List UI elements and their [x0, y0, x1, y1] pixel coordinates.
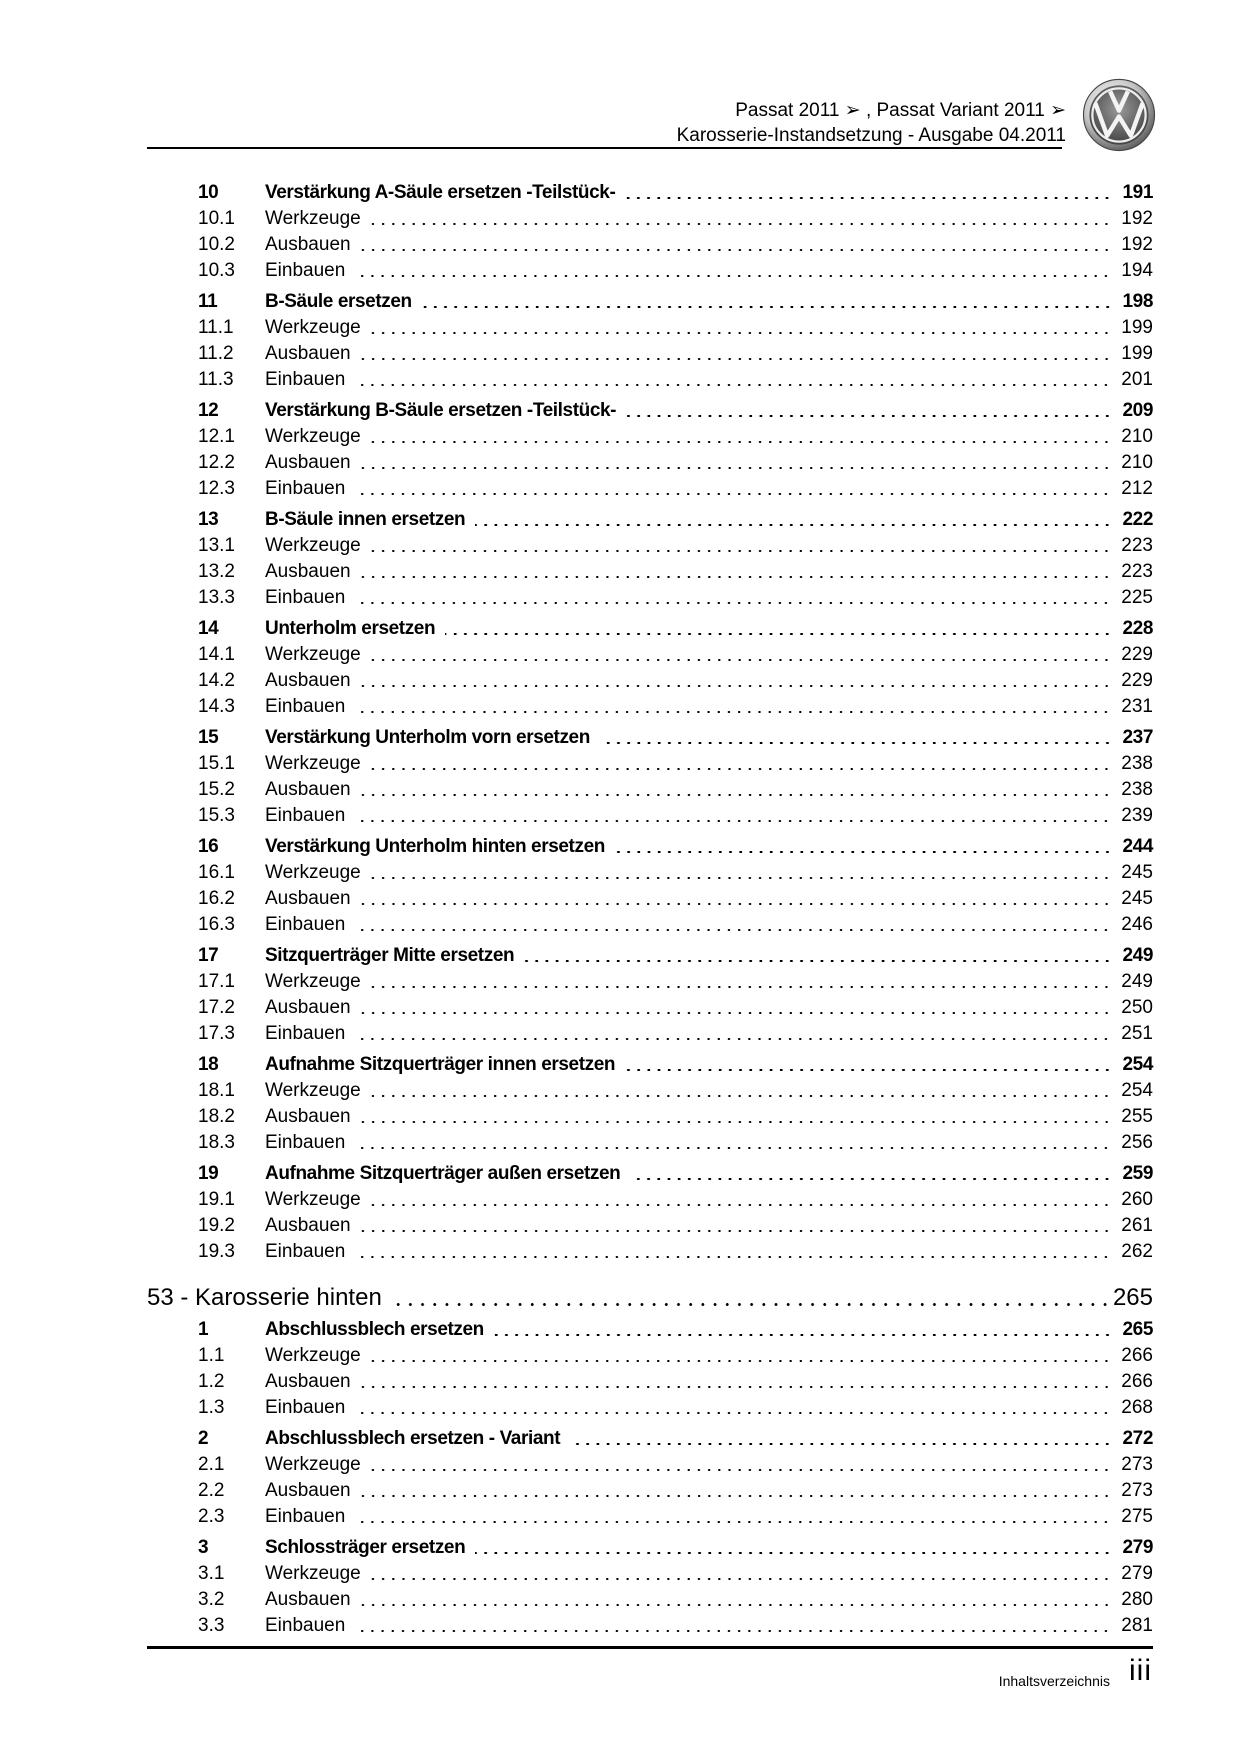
toc-dot-leader	[494, 1318, 1113, 1342]
toc-dot-leader	[371, 207, 1112, 231]
toc-entry-number: 15.3	[198, 805, 235, 826]
toc-subsection-entry[interactable]	[198, 1370, 1153, 1394]
toc-entry-number: 3.1	[198, 1563, 225, 1584]
toc-entry-title[interactable]: Werkzeuge	[265, 317, 361, 338]
toc-entry-page[interactable]: 268	[1121, 1397, 1153, 1418]
toc-section-entry[interactable]	[198, 1318, 1153, 1342]
toc-entry-title[interactable]: Einbauen	[265, 914, 346, 935]
toc-entry-number: 14	[198, 618, 219, 639]
toc-subsection-entry[interactable]	[198, 560, 1153, 584]
toc-subsection-entry[interactable]	[198, 1453, 1153, 1477]
toc-dot-leader	[361, 996, 1112, 1020]
toc-entry-number: 2	[198, 1428, 209, 1449]
toc-entry-number: 12.1	[198, 426, 235, 447]
toc-dot-leader	[361, 1214, 1112, 1238]
toc-dot-leader	[371, 1344, 1112, 1368]
toc-entry-title[interactable]: Werkzeuge	[265, 753, 361, 774]
toc-subsection-entry[interactable]	[198, 233, 1153, 257]
toc-entry-number: 10.1	[198, 208, 235, 229]
toc-entry-title[interactable]: Werkzeuge	[265, 1189, 361, 1210]
toc-dot-leader	[371, 970, 1112, 994]
toc-subsection-entry[interactable]	[198, 970, 1153, 994]
toc-dot-leader	[361, 560, 1112, 584]
toc-entry-number: 17.1	[198, 971, 235, 992]
toc-entry-page[interactable]: 255	[1121, 1106, 1153, 1127]
toc-entry-page[interactable]: 210	[1121, 426, 1153, 447]
toc-entry-number: 12.3	[198, 478, 235, 499]
toc-subsection-entry[interactable]	[198, 861, 1153, 885]
toc-entry-page[interactable]: 280	[1121, 1589, 1153, 1610]
toc-dot-leader	[355, 1505, 1111, 1529]
toc-entry-page[interactable]: 279	[1121, 1563, 1153, 1584]
toc-entry-title[interactable]: Abschlussblech ersetzen - Variant	[265, 1428, 561, 1449]
toc-entry-page[interactable]: 251	[1121, 1023, 1153, 1044]
toc-entry-page[interactable]: 250	[1121, 997, 1153, 1018]
toc-entry-page[interactable]: 231	[1121, 696, 1153, 717]
toc-dot-leader	[475, 508, 1112, 532]
toc-entry-page[interactable]: 223	[1121, 561, 1153, 582]
toc-entry-number: 16.1	[198, 862, 235, 883]
toc-dot-leader	[570, 1427, 1112, 1451]
toc-entry-number: 18.1	[198, 1080, 235, 1101]
toc-entry-title[interactable]: Einbauen	[265, 1241, 346, 1262]
toc-dot-leader	[524, 944, 1112, 968]
toc-entry-number: 17	[198, 945, 219, 966]
toc-section-entry[interactable]	[198, 835, 1153, 859]
toc-entry-page[interactable]: 249	[1122, 945, 1153, 966]
toc-entry-number: 10.2	[198, 234, 235, 255]
toc-entry-title[interactable]: Werkzeuge	[265, 535, 361, 556]
toc-entry-number: 10.3	[198, 260, 235, 281]
footer-section-label: Inhaltsverzeichnis	[998, 1673, 1110, 1689]
toc-entry-page[interactable]: 261	[1121, 1215, 1153, 1236]
toc-subsection-entry[interactable]	[198, 778, 1153, 802]
toc-dot-leader	[371, 1453, 1112, 1477]
toc-entry-number: 3.3	[198, 1615, 225, 1636]
toc-entry-title[interactable]: Ausbauen	[265, 1589, 351, 1610]
toc-entry-number: 16	[198, 836, 219, 857]
toc-entry-page[interactable]: 192	[1121, 234, 1153, 255]
toc-entry-title[interactable]: Ausbauen	[265, 779, 351, 800]
toc-entry-page[interactable]: 210	[1121, 452, 1153, 473]
toc-entry-page[interactable]: 222	[1122, 509, 1153, 530]
toc-entry-page[interactable]: 199	[1121, 317, 1153, 338]
toc-dot-leader	[361, 451, 1112, 475]
toc-entry-page[interactable]: 192	[1121, 208, 1153, 229]
toc-dot-leader	[626, 399, 1112, 423]
toc-dot-leader	[355, 586, 1111, 610]
toc-entry-number: 10	[198, 182, 219, 203]
toc-dot-leader	[371, 1562, 1112, 1586]
toc-entry-page[interactable]: 223	[1121, 535, 1153, 556]
toc-dot-leader	[355, 368, 1111, 392]
toc-chapter-entry[interactable]	[147, 1283, 1153, 1313]
toc-dot-leader	[361, 1370, 1112, 1394]
toc-entry-title[interactable]: Werkzeuge	[265, 1454, 361, 1475]
toc-dot-leader	[615, 835, 1113, 859]
toc-dot-leader	[475, 1536, 1112, 1560]
toc-chapter-title[interactable]: 53 - Karosserie hinten	[147, 1284, 382, 1311]
toc-entry-page[interactable]: 199	[1121, 343, 1153, 364]
toc-dot-leader	[355, 804, 1111, 828]
toc-subsection-entry[interactable]	[198, 695, 1153, 719]
toc-dot-leader	[371, 1188, 1112, 1212]
toc-entry-page[interactable]: 245	[1121, 862, 1153, 883]
toc-entry-title[interactable]: Ausbauen	[265, 670, 351, 691]
toc-entry-title[interactable]: Einbauen	[265, 260, 346, 281]
toc-entry-page[interactable]: 281	[1121, 1615, 1153, 1636]
toc-dot-leader	[355, 259, 1111, 283]
toc-subsection-entry[interactable]	[198, 259, 1153, 283]
toc-entry-page[interactable]: 254	[1121, 1080, 1153, 1101]
toc-dot-leader	[371, 752, 1112, 776]
toc-subsection-entry[interactable]	[198, 1396, 1153, 1420]
toc-subsection-entry[interactable]	[198, 342, 1153, 366]
toc-entry-title[interactable]: Werkzeuge	[265, 862, 361, 883]
toc-entry-title[interactable]: Ausbauen	[265, 888, 351, 909]
toc-entry-number: 15.2	[198, 779, 235, 800]
toc-subsection-entry[interactable]	[198, 1588, 1153, 1612]
toc-dot-leader	[361, 669, 1112, 693]
footer-page-number: iii	[1129, 1654, 1152, 1687]
toc-dot-leader	[361, 233, 1112, 257]
toc-entry-title[interactable]: Ausbauen	[265, 452, 351, 473]
toc-dot-leader	[371, 534, 1112, 558]
toc-entry-page[interactable]: 238	[1121, 779, 1153, 800]
toc-dot-leader	[371, 861, 1112, 885]
toc-dot-leader	[625, 1053, 1112, 1077]
toc-entry-title[interactable]: Ausbauen	[265, 997, 351, 1018]
toc-subsection-entry[interactable]	[198, 1105, 1153, 1129]
toc-subsection-entry[interactable]	[198, 752, 1153, 776]
toc-entry-page[interactable]: 201	[1121, 369, 1153, 390]
toc-entry-title[interactable]: Werkzeuge	[265, 208, 361, 229]
toc-subsection-entry[interactable]	[198, 1022, 1153, 1046]
toc-entry-title[interactable]: Einbauen	[265, 587, 346, 608]
toc-subsection-entry[interactable]	[198, 1614, 1153, 1638]
toc-entry-title[interactable]: Ausbauen	[265, 1480, 351, 1501]
toc-entry-title[interactable]: Einbauen	[265, 1023, 346, 1044]
toc-dot-leader	[355, 1022, 1111, 1046]
toc-entry-number: 16.2	[198, 888, 235, 909]
toc-dot-leader	[371, 425, 1112, 449]
toc-dot-leader	[355, 1240, 1111, 1264]
toc-entry-number: 3	[198, 1537, 209, 1558]
toc-subsection-entry[interactable]	[198, 887, 1153, 911]
toc-entry-title[interactable]: Aufnahme Sitzquerträger außen ersetzen	[265, 1163, 621, 1184]
toc-section-entry[interactable]	[198, 290, 1153, 314]
toc-dot-leader	[355, 1131, 1111, 1155]
toc-entry-page[interactable]: 238	[1121, 753, 1153, 774]
toc-entry-title[interactable]: Werkzeuge	[265, 1563, 361, 1584]
toc-subsection-entry[interactable]	[198, 477, 1153, 501]
toc-dot-leader	[371, 316, 1112, 340]
toc-entry-title[interactable]: Einbauen	[265, 805, 346, 826]
toc-entry-page[interactable]: 209	[1122, 400, 1153, 421]
toc-section-entry[interactable]	[198, 1536, 1153, 1560]
toc-entry-page[interactable]: 246	[1121, 914, 1153, 935]
toc-entry-page[interactable]: 273	[1121, 1454, 1153, 1475]
toc-entry-page[interactable]: 228	[1122, 618, 1153, 639]
toc-dot-leader	[355, 477, 1111, 501]
toc-entry-title[interactable]: Ausbauen	[265, 561, 351, 582]
toc-entry-number: 1.1	[198, 1345, 225, 1366]
toc-dot-leader	[361, 1479, 1112, 1503]
toc-entry-number: 2.1	[198, 1454, 225, 1475]
toc-entry-page[interactable]: 262	[1121, 1241, 1153, 1262]
toc-entry-page[interactable]: 279	[1122, 1537, 1153, 1558]
toc-section-entry[interactable]	[198, 1427, 1153, 1451]
toc-entry-title[interactable]: Verstärkung Unterholm vorn ersetzen	[265, 727, 590, 748]
toc-entry-number: 13.1	[198, 535, 235, 556]
toc-dot-leader	[445, 617, 1112, 641]
toc-entry-number: 1.3	[198, 1397, 225, 1418]
toc-subsection-entry[interactable]	[198, 804, 1153, 828]
toc-entry-number: 2.2	[198, 1480, 225, 1501]
toc-entry-title[interactable]: Einbauen	[265, 478, 346, 499]
toc-entry-title[interactable]: Werkzeuge	[265, 1345, 361, 1366]
toc-entry-title[interactable]: Einbauen	[265, 369, 346, 390]
toc-subsection-entry[interactable]	[198, 1188, 1153, 1212]
toc-entry-title[interactable]: Ausbauen	[265, 1106, 351, 1127]
toc-entry-page[interactable]: 237	[1122, 727, 1153, 748]
toc-entry-page[interactable]: 249	[1121, 971, 1153, 992]
toc-subsection-entry[interactable]	[198, 425, 1153, 449]
toc-subsection-entry[interactable]	[198, 669, 1153, 693]
toc-entry-page[interactable]: 229	[1121, 670, 1153, 691]
toc-subsection-entry[interactable]	[198, 1240, 1153, 1264]
header-manual-title: Karosserie-Instandsetzung - Ausgabe 04.2011	[676, 125, 1066, 146]
toc-entry-title[interactable]: Werkzeuge	[265, 1080, 361, 1101]
toc-entry-title[interactable]: B-Säule ersetzen	[265, 291, 412, 312]
toc-entry-number: 14.2	[198, 670, 235, 691]
toc-entry-page[interactable]: 198	[1122, 291, 1153, 312]
footer-rule	[147, 1646, 1153, 1649]
toc-entry-title[interactable]: Unterholm ersetzen	[265, 618, 436, 639]
toc-entry-title[interactable]: Ausbauen	[265, 234, 351, 255]
toc-entry-page[interactable]: 266	[1121, 1345, 1153, 1366]
toc-entry-page[interactable]: 225	[1121, 587, 1153, 608]
toc-entry-number: 19	[198, 1163, 219, 1184]
toc-entry-page[interactable]: 239	[1121, 805, 1153, 826]
toc-subsection-entry[interactable]	[198, 368, 1153, 392]
toc-section-entry[interactable]	[198, 944, 1153, 968]
toc-entry-number: 13	[198, 509, 219, 530]
toc-subsection-entry[interactable]	[198, 1505, 1153, 1529]
toc-section-entry[interactable]	[198, 617, 1153, 641]
toc-entry-number: 11	[198, 291, 218, 312]
toc-entry-title[interactable]: Werkzeuge	[265, 971, 361, 992]
toc-entry-number: 18	[198, 1054, 219, 1075]
toc-subsection-entry[interactable]	[198, 207, 1153, 231]
toc-dot-leader	[422, 290, 1113, 314]
toc-entry-title[interactable]: Verstärkung B-Säule ersetzen -Teilstück-	[265, 400, 617, 421]
toc-section-entry[interactable]	[198, 181, 1153, 205]
toc-entry-number: 3.2	[198, 1589, 225, 1610]
toc-entry-title[interactable]: Einbauen	[265, 1615, 346, 1636]
toc-entry-number: 2.3	[198, 1506, 225, 1527]
toc-entry-page[interactable]: 265	[1122, 1319, 1153, 1340]
toc-entry-number: 1	[198, 1319, 209, 1340]
toc-subsection-entry[interactable]	[198, 1479, 1153, 1503]
toc-subsection-entry[interactable]	[198, 1131, 1153, 1155]
toc-entry-title[interactable]: Ausbauen	[265, 1371, 351, 1392]
toc-entry-title[interactable]: Werkzeuge	[265, 426, 361, 447]
toc-entry-page[interactable]: 245	[1121, 888, 1153, 909]
toc-entry-page[interactable]: 266	[1121, 1371, 1153, 1392]
toc-entry-title[interactable]: Schlossträger ersetzen	[265, 1537, 466, 1558]
toc-dot-leader	[361, 778, 1112, 802]
toc-subsection-entry[interactable]	[198, 1344, 1153, 1368]
toc-entry-number: 13.2	[198, 561, 235, 582]
toc-section-entry[interactable]	[198, 1162, 1153, 1186]
toc-dot-leader	[625, 181, 1112, 205]
toc-entry-title[interactable]: Einbauen	[265, 1397, 346, 1418]
toc-entry-number: 12.2	[198, 452, 235, 473]
toc-entry-number: 1.2	[198, 1371, 225, 1392]
toc-entry-title[interactable]: Verstärkung Unterholm hinten ersetzen	[265, 836, 605, 857]
header-vehicle-line: Passat 2011 ➢ , Passat Variant 2011 ➢	[735, 100, 1066, 121]
toc-entry-page[interactable]: 273	[1121, 1480, 1153, 1501]
toc-subsection-entry[interactable]	[198, 316, 1153, 340]
toc-entry-number: 11.3	[198, 369, 234, 390]
toc-entry-title[interactable]: Sitzquerträger Mitte ersetzen	[265, 945, 515, 966]
toc-entry-page[interactable]: 229	[1121, 644, 1153, 665]
toc-entry-number: 18.2	[198, 1106, 235, 1127]
toc-subsection-entry[interactable]	[198, 1214, 1153, 1238]
toc-dot-leader	[396, 1283, 1111, 1313]
toc-dot-leader	[600, 726, 1113, 750]
toc-subsection-entry[interactable]	[198, 534, 1153, 558]
toc-entry-title[interactable]: Einbauen	[265, 1506, 346, 1527]
toc-entry-title[interactable]: Verstärkung A-Säule ersetzen -Teilstück-	[265, 182, 616, 203]
toc-entry-number: 15.1	[198, 753, 235, 774]
toc-dot-leader	[355, 1614, 1111, 1638]
toc-dot-leader	[361, 887, 1112, 911]
toc-subsection-entry[interactable]	[198, 451, 1153, 475]
toc-entry-number: 12	[198, 400, 219, 421]
toc-subsection-entry[interactable]	[198, 996, 1153, 1020]
toc-entry-title[interactable]: Aufnahme Sitzquerträger innen ersetzen	[265, 1054, 616, 1075]
toc-entry-number: 18.3	[198, 1132, 235, 1153]
toc-entry-page[interactable]: 254	[1122, 1054, 1153, 1075]
toc-entry-page[interactable]: 191	[1122, 182, 1153, 203]
toc-entry-number: 11.2	[198, 343, 234, 364]
toc-entry-number: 16.3	[198, 914, 235, 935]
toc-dot-leader	[355, 1396, 1111, 1420]
toc-entry-page[interactable]: 244	[1122, 836, 1153, 857]
toc-entry-title[interactable]: Ausbauen	[265, 343, 351, 364]
toc-dot-leader	[361, 1105, 1112, 1129]
toc-entry-page[interactable]: 259	[1122, 1163, 1153, 1184]
toc-entry-number: 19.1	[198, 1189, 235, 1210]
toc-entry-number: 19.2	[198, 1215, 235, 1236]
toc-entry-page[interactable]: 275	[1121, 1506, 1153, 1527]
toc-entry-title[interactable]: Ausbauen	[265, 1215, 351, 1236]
toc-entry-number: 13.3	[198, 587, 235, 608]
toc-entry-page[interactable]: 212	[1121, 478, 1153, 499]
toc-entry-title[interactable]: Einbauen	[265, 1132, 346, 1153]
toc-entry-title[interactable]: B-Säule innen ersetzen	[265, 509, 466, 530]
toc-entry-page[interactable]: 256	[1121, 1132, 1153, 1153]
toc-subsection-entry[interactable]	[198, 913, 1153, 937]
toc-subsection-entry[interactable]	[198, 643, 1153, 667]
toc-dot-leader	[371, 1079, 1112, 1103]
toc-dot-leader	[630, 1162, 1112, 1186]
toc-dot-leader	[371, 643, 1112, 667]
toc-entry-number: 15	[198, 727, 219, 748]
toc-dot-leader	[355, 913, 1111, 937]
toc-dot-leader	[361, 1588, 1112, 1612]
toc-entry-title[interactable]: Abschlussblech ersetzen	[265, 1319, 484, 1340]
toc-subsection-entry[interactable]	[198, 1079, 1153, 1103]
toc-entry-number: 11.1	[198, 317, 234, 338]
toc-entry-page[interactable]: 272	[1122, 1428, 1153, 1449]
toc-entry-number: 19.3	[198, 1241, 235, 1262]
toc-entry-page[interactable]: 194	[1121, 260, 1153, 281]
toc-section-entry[interactable]	[198, 1053, 1153, 1077]
toc-section-entry[interactable]	[198, 726, 1153, 750]
toc-entry-number: 17.3	[198, 1023, 235, 1044]
toc-section-entry[interactable]	[198, 508, 1153, 532]
toc-section-entry[interactable]	[198, 399, 1153, 423]
toc-entry-page[interactable]: 260	[1121, 1189, 1153, 1210]
toc-subsection-entry[interactable]	[198, 1562, 1153, 1586]
toc-dot-leader	[355, 695, 1111, 719]
toc-entry-number: 17.2	[198, 997, 235, 1018]
toc-entry-title[interactable]: Einbauen	[265, 696, 346, 717]
toc-subsection-entry[interactable]	[198, 586, 1153, 610]
toc-entry-number: 14.1	[198, 644, 235, 665]
toc-chapter-page[interactable]: 265	[1112, 1284, 1153, 1311]
toc-dot-leader	[361, 342, 1112, 366]
toc-entry-number: 14.3	[198, 696, 235, 717]
toc-entry-title[interactable]: Werkzeuge	[265, 644, 361, 665]
